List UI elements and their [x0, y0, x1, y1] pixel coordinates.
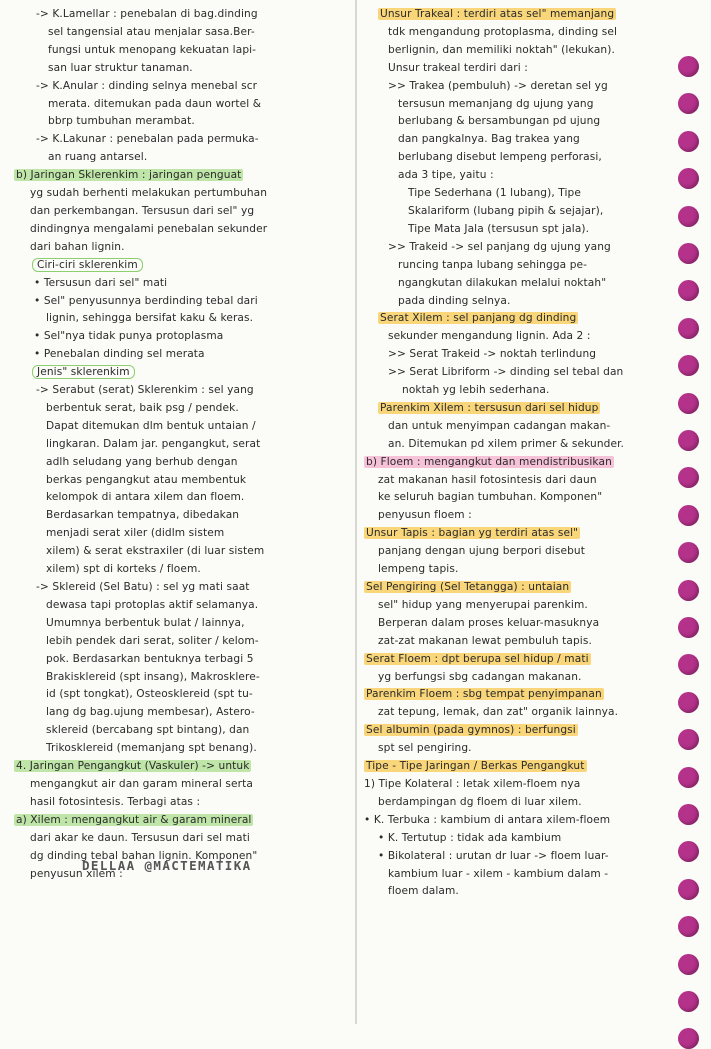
note-line: [14, 740, 348, 758]
note-line-text: -> Sklereid (Sel Batu) : sel yg mati saat: [36, 581, 250, 593]
note-line: [14, 615, 348, 633]
note-line: [364, 669, 666, 687]
note-line: [364, 185, 666, 203]
note-line-text: • Tersusun dari sel" mati: [34, 276, 168, 289]
note-line-text: runcing tanpa lubang sehingga pe-: [398, 258, 588, 271]
note-line: [14, 257, 348, 275]
note-line: [364, 78, 666, 96]
note-line: [364, 615, 666, 633]
note-line-text: lang dg bag.ujung membesar), Astero-: [46, 706, 255, 719]
note-line-text: tdk mengandung protoplasma, dinding sel: [388, 25, 618, 38]
note-line-text: Serat Xilem : sel panjang dg dinding: [380, 312, 577, 325]
note-line: [364, 704, 666, 722]
note-line: [364, 364, 666, 382]
note-line-text: dan untuk menyimpan cadangan makan-: [388, 419, 611, 432]
note-line: [364, 113, 666, 131]
note-line: [364, 400, 666, 418]
note-line-text: an. Ditemukan pd xilem primer & sekunder.: [388, 437, 625, 450]
note-line-text: berlubang & bersambungan pd ujung: [398, 115, 601, 128]
note-line-text: -> Serabut (serat) Sklerenkim : sel yang: [36, 384, 254, 397]
note-line-text: a) Xilem : mengangkut air & garam mineral: [16, 813, 252, 826]
note-line-text: bbrp tumbuhan merambat.: [48, 115, 195, 128]
note-line: [14, 454, 348, 472]
note-line: [364, 257, 666, 275]
note-line: [14, 830, 348, 848]
note-line-text: Brakisklereid (spt insang), Makrosklere-: [46, 670, 260, 683]
note-line: [364, 239, 666, 257]
note-line-text: Parenkim Xilem : tersusun dari sel hidup: [380, 401, 599, 414]
note-line-text: ada 3 tipe, yaitu :: [398, 169, 494, 182]
note-line: [14, 293, 348, 311]
note-line: [364, 722, 666, 740]
note-line: [364, 275, 666, 293]
note-line-text: dan pangkalnya. Bag trakea yang: [398, 133, 580, 146]
note-line: [14, 489, 348, 507]
note-line-text: Skalariform (lubang pipih & sejajar),: [408, 204, 604, 217]
note-line-text: 4. Jaringan Pengangkut (Vaskuler) -> untuk: [16, 760, 250, 773]
note-line: [14, 633, 348, 651]
note-line: [364, 561, 666, 579]
note-line-text: Berdasarkan tempatnya, dibedakan: [46, 509, 240, 522]
note-line-text: 1) Tipe Kolateral : letak xilem-floem nya: [364, 777, 581, 790]
note-line-text: kelompok di antara xilem dan floem.: [46, 491, 245, 504]
note-line-text: >> Serat Libriform -> dinding sel tebal dan: [388, 366, 624, 379]
note-line-text: Sel albumin (pada gymnos) : berfungsi: [366, 724, 576, 737]
note-line-text: noktah yg lebih sederhana.: [402, 384, 550, 397]
note-line-text: b) Floem : mengangkut dan mendistribusikan: [366, 455, 612, 468]
note-line: [14, 185, 348, 203]
note-line-text: Jenis" sklerenkim: [32, 365, 135, 379]
binding-ring: [678, 1028, 699, 1049]
note-line: [364, 651, 666, 669]
binding-ring: [678, 318, 699, 339]
note-line-text: >> Serat Trakeid -> noktah terlindung: [388, 348, 597, 361]
binding-ring: [678, 131, 699, 152]
note-line-text: hasil fotosintesis. Terbagi atas :: [30, 795, 201, 808]
note-line-text: penyusun floem :: [378, 509, 472, 522]
note-line: [364, 6, 666, 24]
note-line: [14, 364, 348, 382]
note-line-text: zat-zat makanan lewat pembuluh tapis.: [378, 634, 592, 647]
note-line: [364, 758, 666, 776]
note-line-text: sel tangensial atau menjalar sasa.Ber-: [48, 25, 255, 38]
note-line-text: >> Trakeid -> sel panjang dg ujung yang: [388, 240, 611, 253]
note-line-text: pok. Berdasarkan bentuknya terbagi 5: [46, 652, 254, 665]
note-line: [364, 812, 666, 830]
note-line-text: tersusun memanjang dg ujung yang: [398, 97, 594, 110]
note-line: [14, 525, 348, 543]
note-line-text: fungsi untuk menopang kekuatan lapi-: [48, 43, 257, 56]
note-line-text: dari akar ke daun. Tersusun dari sel mati: [30, 831, 250, 844]
note-line: [14, 78, 348, 96]
note-line-text: Berperan dalam proses keluar-masuknya: [378, 616, 600, 629]
note-line: [14, 507, 348, 525]
binding-ring: [678, 729, 699, 750]
note-line-text: berlignin, dan memiliki noktah" (lekukan).: [388, 43, 615, 56]
note-line: [14, 6, 348, 24]
binding-ring: [678, 280, 699, 301]
note-line-text: id (spt tongkat), Osteosklereid (spt tu-: [46, 688, 253, 701]
note-line: [364, 60, 666, 78]
note-line-text: ngangkutan dilakukan melalui noktah": [398, 276, 607, 289]
note-line-text: dindingnya mengalami penebalan sekunder: [30, 222, 268, 235]
note-line-text: dari bahan lignin.: [30, 240, 125, 253]
note-line: [14, 472, 348, 490]
note-line-text: lebih pendek dari serat, soliter / kelom-: [46, 634, 259, 647]
note-line: [14, 149, 348, 167]
note-line: [14, 812, 348, 830]
note-line: [14, 704, 348, 722]
note-line: [14, 758, 348, 776]
note-line-text: sel" hidup yang menyerupai parenkim.: [378, 598, 588, 611]
note-line: [364, 203, 666, 221]
note-line: [14, 275, 348, 293]
note-line: [364, 96, 666, 114]
binding-ring: [678, 916, 699, 937]
note-line: [364, 472, 666, 490]
note-line-text: sklereid (bercabang spt bintang), dan: [46, 724, 250, 737]
note-line-text: Tipe Mata Jala (tersusun spt jala).: [408, 222, 590, 235]
note-line: [14, 561, 348, 579]
note-line-text: berdampingan dg floem di luar xilem.: [378, 795, 582, 808]
note-line-text: lingkaran. Dalam jar. pengangkut, serat: [46, 437, 261, 450]
note-line: [364, 686, 666, 704]
note-line-text: penyusun xilem :: [30, 867, 123, 880]
note-line-text: xilem) spt di korteks / floem.: [46, 563, 201, 576]
note-line-text: ke seluruh bagian tumbuhan. Komponen": [378, 491, 603, 504]
note-line-text: berbentuk serat, baik psg / pendek.: [46, 401, 239, 414]
note-line-text: sekunder mengandung lignin. Ada 2 :: [388, 330, 591, 343]
note-line-text: Trikosklereid (memanjang spt benang).: [46, 742, 257, 755]
binding-ring: [678, 93, 699, 114]
note-line: [364, 525, 666, 543]
binding-ring: [678, 505, 699, 526]
binding-ring: [678, 430, 699, 451]
note-line: [364, 848, 666, 866]
binding-ring: [678, 206, 699, 227]
binding-ring: [678, 355, 699, 376]
note-line-text: -> K.Lakunar : penebalan pada permuka-: [36, 133, 259, 146]
note-line-text: spt sel pengiring.: [378, 742, 472, 755]
note-line: [14, 418, 348, 436]
note-line: [14, 328, 348, 346]
note-line: [364, 293, 666, 311]
note-line-text: xilem) & serat ekstraxiler (di luar sistem: [46, 545, 265, 558]
binding-ring: [678, 393, 699, 414]
note-line-text: berlubang disebut lempeng perforasi,: [398, 151, 602, 164]
notebook-binding-rings: [672, 0, 711, 1024]
note-line-text: Unsur Trakeal : terdiri atas sel" memanjang: [380, 8, 615, 20]
note-line: [364, 382, 666, 400]
note-line-text: • Sel" penyusunnya berdinding tebal dari: [34, 294, 258, 307]
note-line: [14, 24, 348, 42]
note-line-text: Tipe Sederhana (1 lubang), Tipe: [408, 187, 581, 200]
note-line: [14, 382, 348, 400]
note-line: [14, 60, 348, 78]
note-line: [364, 221, 666, 239]
note-line: [14, 794, 348, 812]
note-line: [364, 830, 666, 848]
note-line: [14, 310, 348, 328]
note-line: [14, 579, 348, 597]
note-line: [14, 651, 348, 669]
binding-ring: [678, 841, 699, 862]
note-line-text: • Bikolateral : urutan dr luar -> floem luar-: [378, 849, 609, 862]
note-line: [364, 346, 666, 364]
note-line-text: floem dalam.: [388, 885, 459, 898]
note-line-text: • K. Tertutup : tidak ada kambium: [378, 831, 562, 844]
note-line: [14, 239, 348, 257]
note-line: [14, 400, 348, 418]
note-line-text: yg sudah berhenti melakukan pertumbuhan: [30, 187, 268, 200]
binding-ring: [678, 804, 699, 825]
binding-ring: [678, 168, 699, 189]
binding-ring: [678, 542, 699, 563]
binding-ring: [678, 654, 699, 675]
note-line-text: adlh seludang yang berhub dengan: [46, 455, 238, 468]
note-line: [14, 669, 348, 687]
note-line: [364, 776, 666, 794]
note-line-text: panjang dengan ujung berpori disebut: [378, 545, 585, 558]
binding-ring: [678, 56, 699, 77]
note-line-text: b) Jaringan Sklerenkim : jaringan penguat: [16, 169, 242, 182]
note-line-text: Ciri-ciri sklerenkim: [32, 258, 143, 272]
note-line-text: berkas pengangkut atau membentuk: [46, 473, 247, 486]
note-line-text: an ruang antarsel.: [48, 151, 148, 164]
note-line-text: yg berfungsi sbg cadangan makanan.: [378, 670, 582, 683]
binding-ring: [678, 617, 699, 638]
note-line: [364, 328, 666, 346]
note-line: [14, 42, 348, 60]
note-line-text: zat makanan hasil fotosintesis dari daun: [378, 473, 597, 486]
note-line: [14, 686, 348, 704]
note-line: [364, 740, 666, 758]
note-line: [364, 454, 666, 472]
note-line: [14, 167, 348, 185]
right-column: [358, 0, 670, 1024]
note-line: [364, 131, 666, 149]
note-line: [364, 42, 666, 60]
note-line-text: menjadi serat xiler (didlm sistem: [46, 527, 225, 540]
binding-ring: [678, 692, 699, 713]
note-line-text: pada dinding selnya.: [398, 294, 511, 307]
note-line: [14, 96, 348, 114]
note-line-text: Sel Pengiring (Sel Tetangga) : untaian: [366, 581, 570, 593]
note-line-text: Unsur trakeal terdiri dari :: [388, 61, 528, 74]
note-line-text: Serat Floem : dpt berupa sel hidup / mati: [366, 652, 589, 665]
note-line-text: merata. ditemukan pada daun wortel &: [48, 97, 262, 110]
note-line-text: zat tepung, lemak, dan zat" organik lainnya.: [378, 706, 619, 719]
note-line-text: >> Trakea (pembuluh) -> deretan sel yg: [388, 79, 608, 92]
note-line: [364, 579, 666, 597]
note-line: [364, 149, 666, 167]
note-line-text: lempeng tapis.: [378, 563, 459, 576]
note-line-text: dg dinding tebal bahan lignin. Komponen": [30, 849, 258, 862]
note-line: [364, 489, 666, 507]
note-line: [364, 883, 666, 901]
note-line-text: Umumnya berbentuk bulat / lainnya,: [46, 616, 245, 629]
note-line: [364, 794, 666, 812]
note-line: [364, 507, 666, 525]
note-line: [364, 436, 666, 454]
note-line-text: mengangkut air dan garam mineral serta: [30, 777, 253, 790]
note-line: [14, 436, 348, 454]
note-line: [14, 722, 348, 740]
note-line: [364, 597, 666, 615]
watermark: DELLAA @MACTEMATIKA: [82, 858, 252, 873]
note-line: [14, 131, 348, 149]
note-line-text: lignin, sehingga bersifat kaku & keras.: [46, 312, 254, 325]
note-line-text: Parenkim Floem : sbg tempat penyimpanan: [366, 688, 602, 701]
binding-ring: [678, 991, 699, 1012]
note-line: [364, 543, 666, 561]
note-line: [364, 418, 666, 436]
note-line-text: • K. Terbuka : kambium di antara xilem-floem: [364, 813, 611, 826]
note-line: [364, 866, 666, 884]
binding-ring: [678, 467, 699, 488]
note-line: [14, 346, 348, 364]
note-line-text: Tipe - Tipe Jaringan / Berkas Pengangkut: [366, 760, 585, 773]
note-line: [14, 113, 348, 131]
note-line-text: -> K.Lamellar : penebalan di bag.dinding: [36, 8, 258, 20]
note-line-text: san luar struktur tanaman.: [48, 61, 193, 74]
note-line: [364, 310, 666, 328]
note-line-text: Unsur Tapis : bagian yg terdiri atas sel": [366, 527, 579, 540]
note-line: [14, 221, 348, 239]
note-line-text: Dapat ditemukan dlm bentuk untaian /: [46, 419, 256, 432]
binding-ring: [678, 879, 699, 900]
note-line: [14, 543, 348, 561]
note-line: [364, 167, 666, 185]
note-line-text: kambium luar - xilem - kambium dalam -: [388, 867, 609, 880]
note-line-text: dan perkembangan. Tersusun dari sel" yg: [30, 204, 255, 217]
note-line-text: • Penebalan dinding sel merata: [34, 348, 205, 361]
note-line-text: dewasa tapi protoplas aktif selamanya.: [46, 598, 259, 611]
binding-ring: [678, 243, 699, 264]
note-line-text: -> K.Anular : dinding selnya menebal scr: [36, 79, 258, 92]
note-line: [14, 597, 348, 615]
note-line: [14, 203, 348, 221]
binding-ring: [678, 954, 699, 975]
note-line: [14, 776, 348, 794]
note-line: [364, 633, 666, 651]
note-line: [364, 24, 666, 42]
binding-ring: [678, 580, 699, 601]
binding-ring: [678, 767, 699, 788]
note-line-text: • Sel"nya tidak punya protoplasma: [34, 330, 224, 343]
